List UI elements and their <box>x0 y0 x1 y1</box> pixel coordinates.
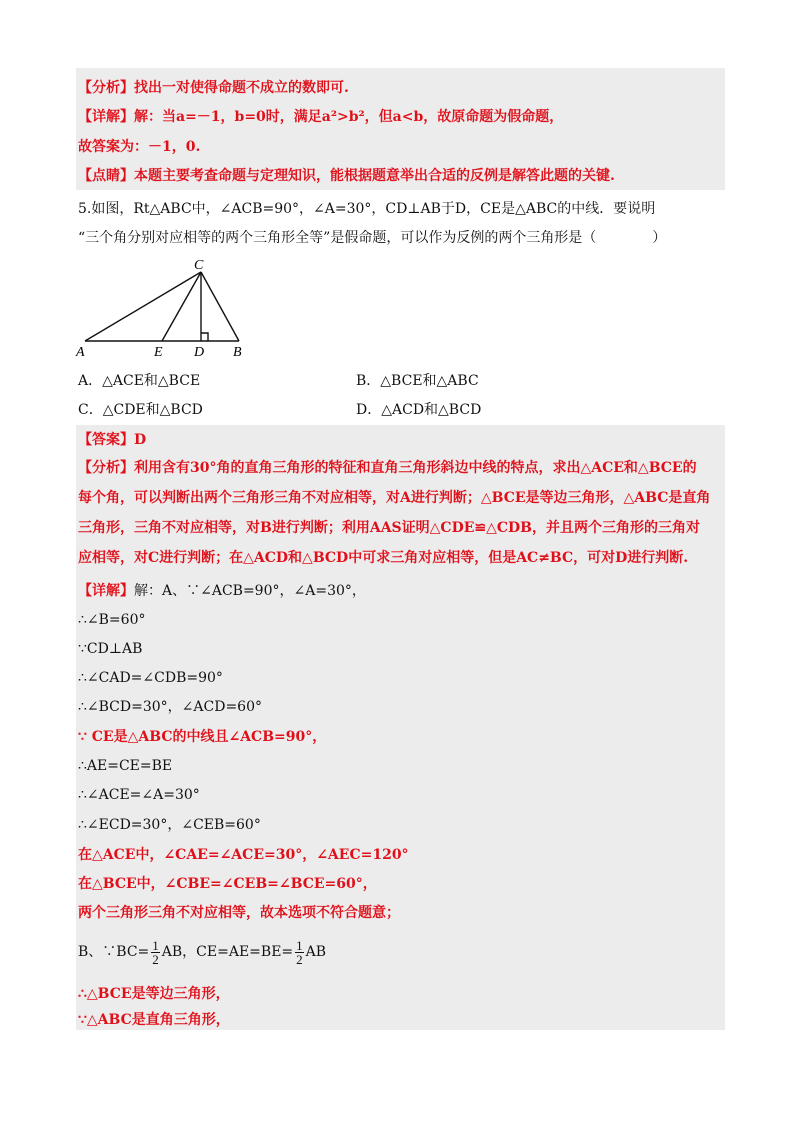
analysis-line-2: 每个角，可以判断出两个三角形三角不对应相等，对A进行判断；△BCE是等边三角形，△ABC是直角 <box>78 490 711 506</box>
segment-ce <box>162 272 201 341</box>
detail-line: 【详解】解：当a=－1，b=0时，满足a²>b²，但a<b，故原命题为假命题， <box>78 109 564 125</box>
detail-step-5: ∵ CE是△ABC的中线且∠ACB=90°， <box>78 729 327 745</box>
label-d: D <box>194 345 205 360</box>
detail-step-8: ∴∠ECD=30°，∠CEB=60° <box>78 817 261 833</box>
answer-tag-line: 【答案】D <box>78 432 147 448</box>
right-angle-mark <box>201 333 208 341</box>
option-c: C．△CDE和△BCD <box>78 402 203 418</box>
analysis-line-4: 应相等，对C进行判断；在△ACD和△BCD中可求三角对应相等，但是AC≠BC，可对D进行判断. <box>78 550 689 566</box>
detail-step-9: 在△ACE中，∠CAE=∠ACE=30°，∠AEC=120° <box>78 847 409 863</box>
label-a: A <box>76 345 85 360</box>
comment-line: 【点睛】本题主要考查命题与定理知识，能根据题意举出合适的反例是解答此题的关键. <box>78 168 615 184</box>
detail-step-3: ∴∠CAD=∠CDB=90° <box>78 670 223 686</box>
label-e: E <box>154 345 163 360</box>
detail-step-6: ∴AE=CE=BE <box>78 758 173 774</box>
analysis-line: 【分析】找出一对使得命题不成立的数即可. <box>78 80 349 96</box>
detail-step-4: ∴∠BCD=30°，∠ACD=60° <box>78 699 262 715</box>
option-b: B．△BCE和△ABC <box>356 373 479 389</box>
label-c: C <box>194 258 204 273</box>
answer-line: 故答案为：－1，0. <box>78 139 201 155</box>
analysis-line-1: 【分析】利用含有30°角的直角三角形的特征和直角三角形斜边中线的特点，求出△ACE和△BCE的 <box>78 460 697 476</box>
question-line-2: “三个角分别对应相等的两个三角形全等”是假命题，可以作为反例的两个三角形是（ ） <box>78 230 667 246</box>
triangle-figure <box>70 255 270 365</box>
option-d: D．△ACD和△BCD <box>356 402 482 418</box>
detail-tail-2: ∵△ABC是直角三角形， <box>78 1012 230 1028</box>
question-line-1: 5.如图，Rt△ABC中，∠ACB=90°，∠A=30°，CD⊥AB于D，CE是△ABC的中线．要说明 <box>78 201 656 217</box>
detail-step-11: 两个三角形三角不对应相等，故本选项不符合题意； <box>78 905 400 921</box>
detail-step-2: ∵CD⊥AB <box>78 641 143 657</box>
fraction-half-2: $\frac{1}{2}$ <box>296 937 303 967</box>
segment-bc <box>201 272 239 341</box>
analysis-line-3: 三角形，三角不对应相等，对B进行判断；利用AAS证明△CDE≌△CDB，并且两个三角形的三角对 <box>78 520 700 536</box>
detail-step-10: 在△BCE中，∠CBE=∠CEB=∠BCE=60°， <box>78 876 377 892</box>
detail-step-1: ∴∠B=60° <box>78 612 146 628</box>
option-a: A．△ACE和△BCE <box>78 373 201 389</box>
detail-step-0: 【详解】解：A、∵∠ACB=90°，∠A=30°， <box>78 583 366 599</box>
fraction-half-1: $\frac{1}{2}$ <box>152 937 159 967</box>
detail-step-b: B、∵BC= $\frac{1}{2}$ AB，CE=AE=BE= $\frac{1}{2}$ AB <box>78 937 327 967</box>
label-b: B <box>233 345 242 360</box>
detail-tail-1: ∴△BCE是等边三角形， <box>78 986 230 1002</box>
detail-step-7: ∴∠ACE=∠A=30° <box>78 787 200 803</box>
segment-ac <box>85 272 201 341</box>
